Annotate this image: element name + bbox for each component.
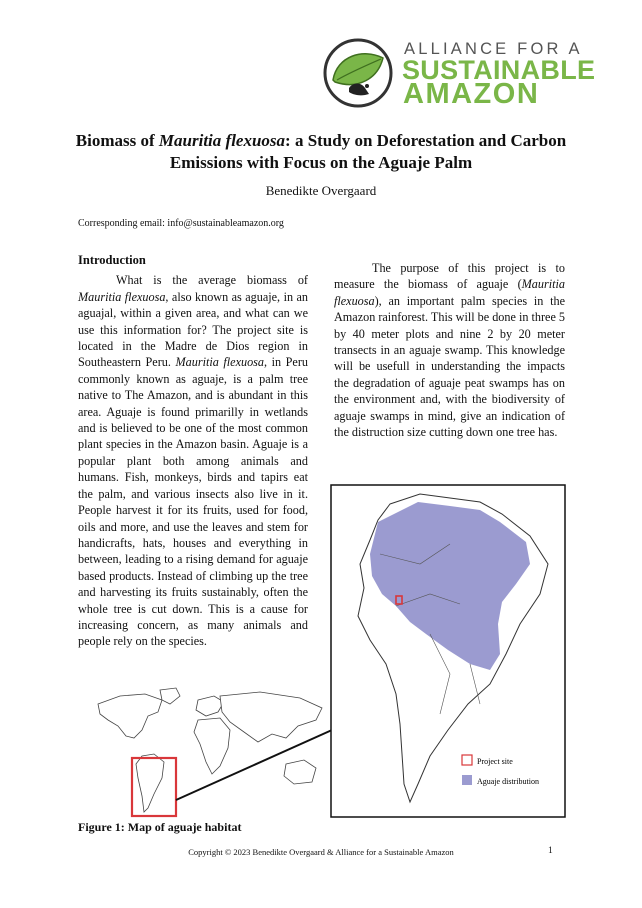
corresponding-email: Corresponding email: info@sustainableamazon.org xyxy=(78,218,284,229)
north-america-shape xyxy=(98,694,162,738)
logo-line1: ALLIANCE FOR A xyxy=(404,40,583,58)
europe-shape xyxy=(196,696,224,716)
intro-text-1: What is the average biomass of xyxy=(116,273,308,288)
intro-species-1: Mauritia flexuosa xyxy=(78,289,166,304)
title-species: Mauritia flexuosa xyxy=(158,131,286,150)
intro-paragraph xyxy=(78,272,308,649)
copyright-footer: Copyright © 2023 Benedikte Overgaard & Alliance for a Sustainable Amazon xyxy=(188,847,454,857)
legend-distribution: Aguaje distribution xyxy=(477,777,539,786)
intro-heading: Introduction xyxy=(78,253,146,267)
world-map-figure xyxy=(90,686,335,821)
south-america-shape xyxy=(136,754,164,812)
intro-text-2: , also known as aguaje, in an aguajal, within a given area, and what can we use this information for? The project site is located in the Madre de Dios region in Southeastern Peru. xyxy=(78,289,309,370)
right-column xyxy=(334,260,565,440)
australia-shape xyxy=(284,760,316,784)
alliance-logo-icon xyxy=(323,38,393,108)
purpose-species: Mauritia flexuosa xyxy=(334,277,565,308)
purpose-paragraph xyxy=(334,260,565,440)
south-america-map xyxy=(330,484,566,818)
legend-distribution-swatch xyxy=(462,775,472,785)
logo-line2: SUSTAINABLE xyxy=(402,55,596,85)
title-prefix: Biomass of xyxy=(75,131,159,150)
intro-species-2: Mauritia flexuosa xyxy=(175,355,264,370)
greenland-shape xyxy=(160,688,180,704)
legend-project-site: Project site xyxy=(477,757,513,766)
purpose-text-1: The purpose of this project is to measure the biomass of aguaje ( xyxy=(334,261,565,292)
figure-caption: Figure 1: Map of aguaje habitat xyxy=(78,820,242,834)
author: Benedikte Overgaard xyxy=(265,183,377,198)
africa-shape xyxy=(194,718,230,774)
intro-text-3: , in Peru commonly known as aguaje, is a palm tree native to The Amazon, and is abundant in this area. Aguaje is found primarilly in wetlands and is believed to be one of the most common plant species in the Amazon basin. Aguaje is a popular plant both among animals and humans. Fish, monkeys, birds and tapirs eat the palm, and various insects also live in it. People harvest it for its fruits, used for food, oils and more, and use the leaves and stem for handicrafts, hats, houses and everything in between, leading to a rising demand for aguaje based products. Instead of climbing up the tree and harvesting its fruits sustainably, often the whole tree is cut down. This is a cause for increasing concern, as many animals and people rely on the species. xyxy=(78,355,308,649)
purpose-text-2: ), an important palm species in the Amazon rainforest. This will be done in three 5 by 40 meter plots and nine 2 by 20 meter transects in an aguaje swamp. This knowledge will be usefull in understanding the impacts the degradation of aguaje peat swamps has on the environment and, with the biodiversity of aguaje swamps in mind, give an indication of the distruction size cutting down one tree has. xyxy=(334,293,565,440)
paper-title xyxy=(40,130,602,174)
asia-shape xyxy=(220,692,322,742)
page-number: 1 xyxy=(548,846,553,856)
title-suffix: : a Study on Deforestation and Carbon Emissions with Focus on the Aguaje Palm xyxy=(169,131,567,172)
left-column xyxy=(78,252,308,650)
logo-line3: AMAZON xyxy=(403,78,540,110)
